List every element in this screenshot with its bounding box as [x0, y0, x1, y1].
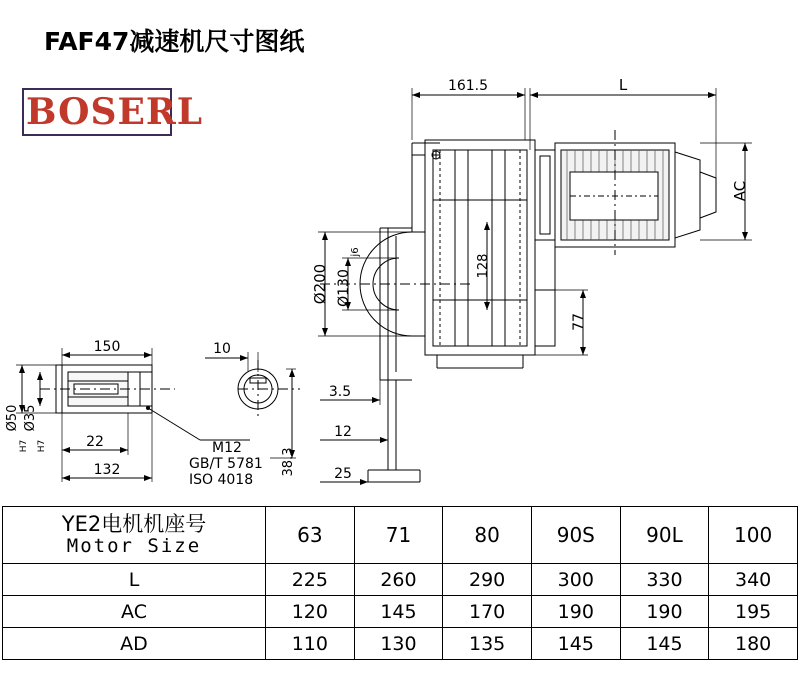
cell-ac-90l: 190 [620, 596, 709, 628]
table-header-size-90l: 90L [620, 507, 709, 564]
dim-77-label: 77 [571, 313, 587, 331]
cell-ac-90s: 190 [531, 596, 620, 628]
cell-ac-63: 120 [266, 596, 355, 628]
dim-d130-label: Ø130 [336, 269, 352, 307]
note-m12-label: M12 [212, 440, 242, 456]
note-iso-label: ISO 4018 [189, 472, 254, 488]
cell-l-71: 260 [354, 564, 443, 596]
dim-10-label: 10 [213, 341, 231, 357]
table-header-size-100: 100 [709, 507, 798, 564]
dim-12-label: 12 [334, 424, 352, 440]
dim-d35-label: Ø35 [23, 404, 38, 432]
dim-161-5-label: 161.5 [447, 78, 489, 94]
dim-132-label: 132 [93, 462, 121, 478]
dim-25-label: 25 [334, 466, 352, 482]
table-row-header [3, 507, 798, 564]
motor-size-table [2, 506, 798, 660]
cell-ac-71: 145 [354, 596, 443, 628]
table-header-size-71: 71 [354, 507, 443, 564]
cell-ac-100: 195 [709, 596, 798, 628]
dim-d130-tol-label: j6 [350, 247, 361, 257]
cell-ad-100: 180 [709, 628, 798, 660]
table-header-label-en: Motor Size [66, 535, 202, 558]
table-row-ad [3, 628, 798, 660]
cell-ad-71: 130 [354, 628, 443, 660]
table-header-label-cn: YE2电机机座号 [61, 512, 207, 536]
dim-38-3-label: 38.3 [281, 447, 296, 477]
table-header-label [3, 507, 266, 564]
dim-d50-tol-label: H7 [19, 439, 29, 453]
table-header-size-63: 63 [266, 507, 355, 564]
cell-ad-80: 135 [443, 628, 532, 660]
table-header-size-90s: 90S [531, 507, 620, 564]
cell-ad-63: 110 [266, 628, 355, 660]
table-header-size-80: 80 [443, 507, 532, 564]
row-label-l: L [3, 564, 266, 596]
cell-l-90l: 330 [620, 564, 709, 596]
cell-ad-90s: 145 [531, 628, 620, 660]
dim-AC-label: AC [731, 180, 749, 202]
dim-128-label: 128 [476, 253, 491, 279]
dim-3-5-label: 3.5 [328, 384, 352, 400]
cell-ac-80: 170 [443, 596, 532, 628]
dim-d35-tol-label: H7 [37, 439, 47, 453]
dim-22-label: 22 [86, 434, 104, 450]
note-gbt-label: GB/T 5781 [189, 456, 263, 472]
cell-l-63: 225 [266, 564, 355, 596]
page-title: FAF47减速机尺寸图纸 [44, 27, 305, 56]
cell-l-90s: 300 [531, 564, 620, 596]
row-label-ac: AC [3, 596, 266, 628]
dim-d50-label: Ø50 [5, 404, 20, 432]
table-row-l [3, 564, 798, 596]
dim-d200-label: Ø200 [311, 263, 329, 305]
row-label-ad: AD [3, 628, 266, 660]
dim-150-label: 150 [93, 339, 121, 355]
cell-l-80: 290 [443, 564, 532, 596]
brand-logo: BOSERL [26, 91, 204, 133]
dim-L-top-label: L [618, 76, 628, 94]
cell-l-100: 340 [709, 564, 798, 596]
table-row-ac [3, 596, 798, 628]
cell-ad-90l: 145 [620, 628, 709, 660]
